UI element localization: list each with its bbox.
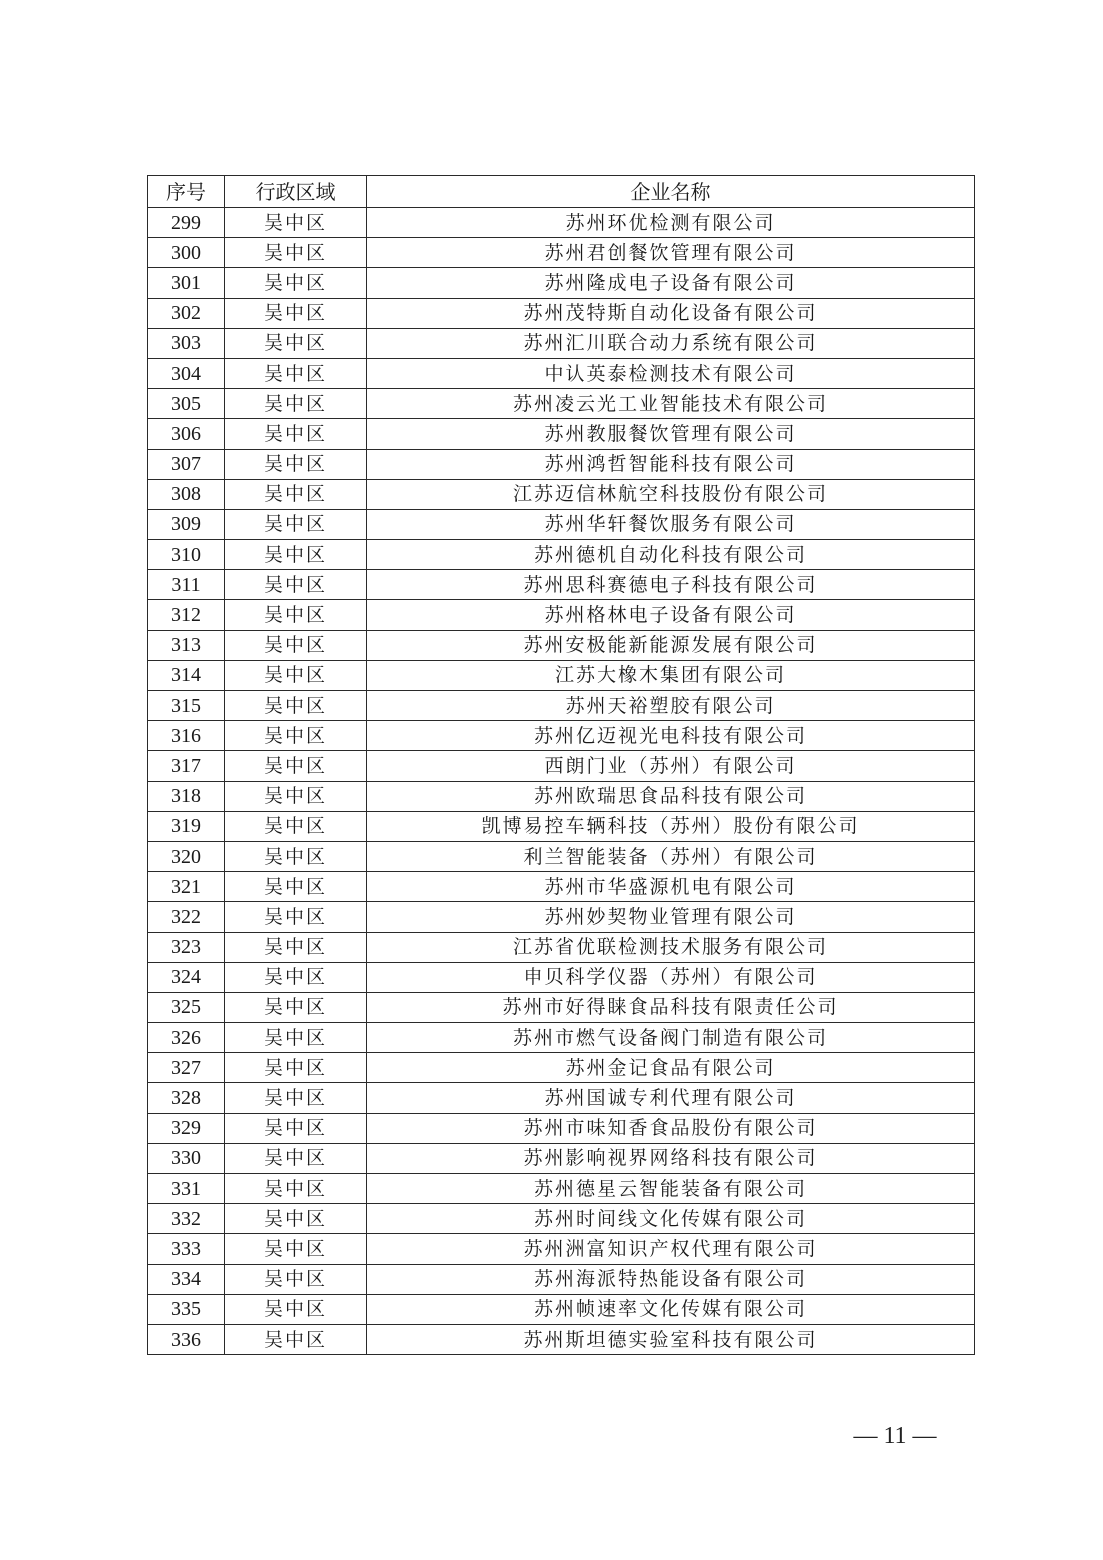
serial-number-cell: 329 [148, 1113, 225, 1143]
region-cell: 吴中区 [225, 872, 367, 902]
company-name-cell: 苏州影响视界网络科技有限公司 [367, 1143, 975, 1173]
table-row [148, 358, 975, 388]
serial-number-cell: 322 [148, 902, 225, 932]
table-row [148, 1053, 975, 1083]
table-row [148, 841, 975, 871]
region-cell: 吴中区 [225, 1083, 367, 1113]
region-cell: 吴中区 [225, 992, 367, 1022]
region-cell: 吴中区 [225, 298, 367, 328]
serial-number-cell: 334 [148, 1264, 225, 1294]
region-cell: 吴中区 [225, 358, 367, 388]
company-name-cell: 申贝科学仪器（苏州）有限公司 [367, 962, 975, 992]
table-row [148, 630, 975, 660]
region-cell: 吴中区 [225, 600, 367, 630]
company-name-cell: 苏州市好得睐食品科技有限责任公司 [367, 992, 975, 1022]
region-cell: 吴中区 [225, 1053, 367, 1083]
table-row [148, 1264, 975, 1294]
region-cell: 吴中区 [225, 902, 367, 932]
company-name-cell: 苏州斯坦德实验室科技有限公司 [367, 1324, 975, 1354]
company-name-cell: 江苏省优联检测技术服务有限公司 [367, 932, 975, 962]
company-name-cell: 苏州汇川联合动力系统有限公司 [367, 328, 975, 358]
company-name-cell: 苏州鸿哲智能科技有限公司 [367, 449, 975, 479]
company-name-cell: 苏州洲富知识产权代理有限公司 [367, 1234, 975, 1264]
table-row [148, 238, 975, 268]
serial-number-cell: 306 [148, 419, 225, 449]
region-cell: 吴中区 [225, 1324, 367, 1354]
region-cell: 吴中区 [225, 630, 367, 660]
serial-number-cell: 326 [148, 1023, 225, 1053]
company-name-cell: 苏州市味知香食品股份有限公司 [367, 1113, 975, 1143]
table-row [148, 298, 975, 328]
table-row [148, 811, 975, 841]
serial-number-cell: 327 [148, 1053, 225, 1083]
region-cell: 吴中区 [225, 1174, 367, 1204]
region-cell: 吴中区 [225, 1204, 367, 1234]
header-enterprise-name: 企业名称 [367, 176, 975, 208]
region-cell: 吴中区 [225, 479, 367, 509]
serial-number-cell: 317 [148, 751, 225, 781]
serial-number-cell: 313 [148, 630, 225, 660]
serial-number-cell: 321 [148, 872, 225, 902]
table-row [148, 479, 975, 509]
serial-number-cell: 305 [148, 389, 225, 419]
serial-number-cell: 302 [148, 298, 225, 328]
serial-number-cell: 328 [148, 1083, 225, 1113]
serial-number-cell: 300 [148, 238, 225, 268]
header-administrative-region: 行政区域 [225, 176, 367, 208]
table-row [148, 1023, 975, 1053]
region-cell: 吴中区 [225, 660, 367, 690]
region-cell: 吴中区 [225, 449, 367, 479]
table-row [148, 449, 975, 479]
region-cell: 吴中区 [225, 208, 367, 238]
table-row [148, 1083, 975, 1113]
table-row [148, 208, 975, 238]
table-row [148, 1174, 975, 1204]
serial-number-cell: 318 [148, 781, 225, 811]
region-cell: 吴中区 [225, 1234, 367, 1264]
company-name-cell: 苏州君创餐饮管理有限公司 [367, 238, 975, 268]
company-name-cell: 苏州帧速率文化传媒有限公司 [367, 1294, 975, 1324]
serial-number-cell: 311 [148, 570, 225, 600]
region-cell: 吴中区 [225, 268, 367, 298]
table-row [148, 389, 975, 419]
company-name-cell: 苏州时间线文化传媒有限公司 [367, 1204, 975, 1234]
region-cell: 吴中区 [225, 811, 367, 841]
company-name-cell: 利兰智能装备（苏州）有限公司 [367, 841, 975, 871]
table-row [148, 932, 975, 962]
table-row [148, 872, 975, 902]
table-row [148, 509, 975, 539]
serial-number-cell: 299 [148, 208, 225, 238]
serial-number-cell: 315 [148, 691, 225, 721]
company-name-cell: 苏州德星云智能装备有限公司 [367, 1174, 975, 1204]
table-row [148, 1294, 975, 1324]
serial-number-cell: 325 [148, 992, 225, 1022]
company-name-cell: 中认英泰检测技术有限公司 [367, 358, 975, 388]
serial-number-cell: 320 [148, 841, 225, 871]
region-cell: 吴中区 [225, 389, 367, 419]
serial-number-cell: 309 [148, 509, 225, 539]
serial-number-cell: 333 [148, 1234, 225, 1264]
table-row [148, 992, 975, 1022]
table-row [148, 600, 975, 630]
serial-number-cell: 303 [148, 328, 225, 358]
serial-number-cell: 336 [148, 1324, 225, 1354]
region-cell: 吴中区 [225, 1294, 367, 1324]
table-row [148, 751, 975, 781]
region-cell: 吴中区 [225, 328, 367, 358]
company-name-cell: 苏州教服餐饮管理有限公司 [367, 419, 975, 449]
serial-number-cell: 330 [148, 1143, 225, 1173]
region-cell: 吴中区 [225, 841, 367, 871]
serial-number-cell: 316 [148, 721, 225, 751]
region-cell: 吴中区 [225, 419, 367, 449]
region-cell: 吴中区 [225, 721, 367, 751]
serial-number-cell: 319 [148, 811, 225, 841]
region-cell: 吴中区 [225, 691, 367, 721]
serial-number-cell: 312 [148, 600, 225, 630]
region-cell: 吴中区 [225, 781, 367, 811]
company-name-cell: 苏州市华盛源机电有限公司 [367, 872, 975, 902]
region-cell: 吴中区 [225, 1113, 367, 1143]
company-name-cell: 苏州市燃气设备阀门制造有限公司 [367, 1023, 975, 1053]
company-name-cell: 苏州环优检测有限公司 [367, 208, 975, 238]
region-cell: 吴中区 [225, 751, 367, 781]
company-name-cell: 苏州凌云光工业智能技术有限公司 [367, 389, 975, 419]
table-row [148, 1113, 975, 1143]
region-cell: 吴中区 [225, 1264, 367, 1294]
table-row [148, 328, 975, 358]
table-row [148, 721, 975, 751]
company-name-cell: 苏州格林电子设备有限公司 [367, 600, 975, 630]
table-row [148, 902, 975, 932]
region-cell: 吴中区 [225, 962, 367, 992]
company-name-cell: 苏州华轩餐饮服务有限公司 [367, 509, 975, 539]
table-header-row [148, 176, 975, 208]
serial-number-cell: 324 [148, 962, 225, 992]
table-row [148, 540, 975, 570]
serial-number-cell: 304 [148, 358, 225, 388]
region-cell: 吴中区 [225, 932, 367, 962]
company-name-cell: 江苏大橡木集团有限公司 [367, 660, 975, 690]
table-row [148, 1324, 975, 1354]
table-row [148, 1234, 975, 1264]
company-name-cell: 苏州德机自动化科技有限公司 [367, 540, 975, 570]
enterprise-table-container [147, 175, 974, 1355]
table-row [148, 781, 975, 811]
company-name-cell: 苏州茂特斯自动化设备有限公司 [367, 298, 975, 328]
table-row [148, 660, 975, 690]
serial-number-cell: 301 [148, 268, 225, 298]
company-name-cell: 江苏迈信林航空科技股份有限公司 [367, 479, 975, 509]
serial-number-cell: 307 [148, 449, 225, 479]
company-name-cell: 苏州妙契物业管理有限公司 [367, 902, 975, 932]
page-number: — 11 — [853, 1423, 937, 1449]
table-body [148, 208, 975, 1355]
serial-number-cell: 310 [148, 540, 225, 570]
enterprise-table [147, 175, 975, 1355]
company-name-cell: 苏州欧瑞思食品科技有限公司 [367, 781, 975, 811]
serial-number-cell: 314 [148, 660, 225, 690]
company-name-cell: 凯博易控车辆科技（苏州）股份有限公司 [367, 811, 975, 841]
company-name-cell: 苏州天裕塑胶有限公司 [367, 691, 975, 721]
region-cell: 吴中区 [225, 1023, 367, 1053]
table-row [148, 570, 975, 600]
header-serial-number: 序号 [148, 176, 225, 208]
region-cell: 吴中区 [225, 1143, 367, 1173]
serial-number-cell: 335 [148, 1294, 225, 1324]
serial-number-cell: 331 [148, 1174, 225, 1204]
company-name-cell: 苏州金记食品有限公司 [367, 1053, 975, 1083]
table-row [148, 419, 975, 449]
company-name-cell: 苏州思科赛德电子科技有限公司 [367, 570, 975, 600]
region-cell: 吴中区 [225, 238, 367, 268]
table-row [148, 962, 975, 992]
company-name-cell: 苏州国诚专利代理有限公司 [367, 1083, 975, 1113]
table-row [148, 1204, 975, 1234]
region-cell: 吴中区 [225, 540, 367, 570]
company-name-cell: 苏州亿迈视光电科技有限公司 [367, 721, 975, 751]
table-row [148, 691, 975, 721]
region-cell: 吴中区 [225, 509, 367, 539]
table-row [148, 1143, 975, 1173]
company-name-cell: 苏州安极能新能源发展有限公司 [367, 630, 975, 660]
company-name-cell: 苏州隆成电子设备有限公司 [367, 268, 975, 298]
company-name-cell: 苏州海派特热能设备有限公司 [367, 1264, 975, 1294]
serial-number-cell: 332 [148, 1204, 225, 1234]
company-name-cell: 西朗门业（苏州）有限公司 [367, 751, 975, 781]
table-row [148, 268, 975, 298]
serial-number-cell: 323 [148, 932, 225, 962]
serial-number-cell: 308 [148, 479, 225, 509]
region-cell: 吴中区 [225, 570, 367, 600]
